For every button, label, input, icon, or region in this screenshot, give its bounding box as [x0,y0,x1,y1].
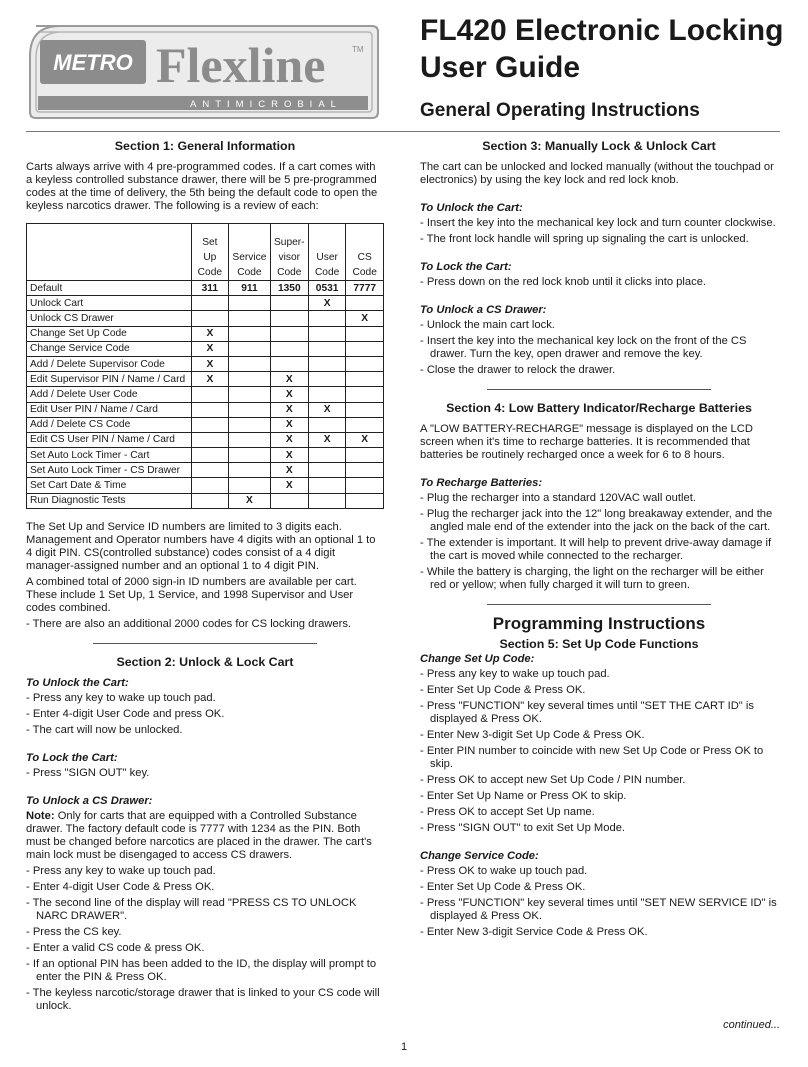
change-setup-code-title: Change Set Up Code: [420,653,535,665]
list-item: - Enter PIN number to coincide with new Set Up Code or Press OK to skip. [420,745,764,770]
table-cell [308,356,346,371]
document-subtitle: General Operating Instructions [420,100,700,121]
table-row-label: Set Cart Date & Time [27,478,192,493]
table-cell: X [308,432,346,447]
table-row-label: Unlock CS Drawer [27,311,192,326]
table-cell [191,478,229,493]
section-3-cs-title: To Unlock a CS Drawer: [420,304,547,316]
table-row [27,356,384,371]
list-item: - Press OK to accept Set Up name. [420,806,595,818]
table-cell: X [308,402,346,417]
table-row-label: Edit Supervisor PIN / Name / Card [27,372,192,387]
table-row-label: Run Diagnostic Tests [27,493,192,508]
table-cell: X [191,356,229,371]
table-cell [229,326,271,341]
list-item: - Press any key to wake up touch pad. [26,864,216,877]
table-cell: X [270,463,308,478]
header-rule [26,131,780,132]
table-cell: X [270,432,308,447]
list-item: - Enter 4-digit User Code and press OK. [26,707,225,720]
list-item: - Enter Set Up Code & Press OK. [420,684,586,696]
right-column [420,138,778,942]
table-cell [308,326,346,341]
section-3-lock-title: To Lock the Cart: [420,261,512,273]
table-header-cell: Service Code [229,224,271,281]
list-item: - If an optional PIN has been added to the ID, the display will prompt to enter the PIN & Press OK. [26,957,377,983]
table-cell: 0531 [308,281,346,296]
table-cell [270,311,308,326]
table-row-label: Default [27,281,192,296]
table-cell [270,493,308,508]
list-item: - The second line of the display will read "PRESS CS TO UNLOCK NARC DRAWER". [26,896,357,922]
list-item: - Press OK to wake up touch pad. [420,865,588,877]
table-cell [270,326,308,341]
table-cell: 911 [229,281,271,296]
title-line-1: FL420 Electronic Locking [420,14,784,47]
list-item: - Plug the recharger jack into the 12" long breakaway extender, and the angled male end of the extender into the jack on the back of the cart. [420,508,773,533]
section-3-unlock-title: To Unlock the Cart: [420,202,523,214]
list-item: - The keyless narcotic/storage drawer that is linked to your CS code will unlock. [26,986,380,1012]
list-item: - Enter 4-digit User Code & Press OK. [26,880,215,893]
left-column [26,138,384,1016]
table-cell [191,387,229,402]
list-item: - While the battery is charging, the light on the recharger will be either red or yellow; when fully charged it will turn to green. [420,566,764,591]
list-item: - Press any key to wake up touch pad. [420,668,610,680]
page-number: 1 [400,1041,408,1053]
section-1-intro: Carts always arrive with 4 pre-programmed codes. If a cart comes with a keyless controlled substance drawer, there will be 5 pre-programmed codes at the time of delivery, the 5th being the default code to open the keyless narcotics drawer. The following is a review of each: [26,161,378,212]
table-cell: X [270,387,308,402]
table-cell [308,387,346,402]
table-cell [229,417,271,432]
document-title [420,12,800,86]
table-cell [229,341,271,356]
logo-product-text: Flexline [156,37,326,93]
table-row-label: Add / Delete CS Code [27,417,192,432]
table-cell [346,448,384,463]
note-label: Note: [26,809,55,822]
metro-flexline-logo [26,22,382,122]
section-1-paragraph-2: A combined total of 2000 sign-in ID numbers are available per cart. These include 1 Set Up, 1 Service, and 1998 Supervisor and User codes combined. [26,575,357,614]
change-service-code-title: Change Service Code: [420,850,539,862]
table-row [27,432,384,447]
table-cell [308,493,346,508]
table-header-cell: CS Code [346,224,384,281]
table-cell [308,341,346,356]
table-cell: 7777 [346,281,384,296]
table-row [27,478,384,493]
table-header-cell: Set Up Code [191,224,229,281]
section-5-title: Section 5: Set Up Code Functions [499,637,699,651]
list-item: - Insert the key into the mechanical key lock and turn counter clockwise. [420,217,776,229]
table-cell [346,478,384,493]
table-row [27,417,384,432]
code-permissions-table [26,223,384,509]
table-cell [191,417,229,432]
table-cell: X [229,493,271,508]
title-line-2: User Guide [420,51,581,84]
section-1-paragraph-1: The Set Up and Service ID numbers are limited to 3 digits each. Management and Operator numbers have 4 digits with an optional 1 to 4 digit PIN. CS(controlled substance) codes consist of a 4 digit manager-assigned number and an optional 1 to 4 digit PIN. [26,520,376,572]
list-item: - Press any key to wake up touch pad. [26,691,216,704]
logo-tm-text: TM [352,45,364,54]
list-item: - Enter New 3-digit Set Up Code & Press OK. [420,729,645,741]
table-cell [270,296,308,311]
table-row-label: Change Service Code [27,341,192,356]
list-item: - Enter Set Up Name or Press OK to skip. [420,790,627,802]
section-4-recharge-title: To Recharge Batteries: [420,477,543,489]
table-row [27,387,384,402]
table-cell [270,356,308,371]
table-row [27,311,384,326]
list-item: - Press the CS key. [26,925,122,938]
table-cell [191,448,229,463]
table-cell: X [270,478,308,493]
table-cell [346,402,384,417]
list-item: - Plug the recharger into a standard 120VAC wall outlet. [420,492,696,504]
table-cell [191,402,229,417]
table-cell: X [191,326,229,341]
list-item: - Enter a valid CS code & press OK. [26,941,205,954]
section-2-cs-title: To Unlock a CS Drawer: [26,794,153,807]
table-cell: X [191,372,229,387]
table-header-cell: Super- visor Code [270,224,308,281]
table-cell [229,372,271,387]
table-row-label: Change Set Up Code [27,326,192,341]
table-cell [346,463,384,478]
section-4-title: Section 4: Low Battery Indicator/Recharge Batteries [446,401,752,415]
document-header [420,12,800,122]
table-cell [191,432,229,447]
table-cell [229,448,271,463]
table-cell [308,372,346,387]
table-row-label: Add / Delete Supervisor Code [27,356,192,371]
section-1-paragraph-3: - There are also an additional 2000 codes for CS locking drawers. [26,617,352,630]
table-row [27,341,384,356]
table-cell: X [191,341,229,356]
table-cell: X [308,296,346,311]
table-cell: 311 [191,281,229,296]
table-cell: X [346,311,384,326]
table-header-cell: User Code [308,224,346,281]
table-cell [191,296,229,311]
table-cell [308,478,346,493]
table-row [27,372,384,387]
note-text: Only for carts that are equipped with a Controlled Substance drawer. The factory default code is 7777 with 1234 as the PIN. Both must be changed before narcotics are placed in the drawer. The cart's main lock must be disengaged to access CS drawers. [26,809,372,861]
list-item: - Press OK to accept new Set Up Code / PIN number. [420,774,686,786]
table-row [27,402,384,417]
section-1-title: Section 1: General Information [114,139,296,153]
table-row-label: Unlock Cart [27,296,192,311]
table-cell [346,493,384,508]
section-divider [93,643,317,644]
table-row [27,296,384,311]
section-2-unlock-title: To Unlock the Cart: [26,676,129,689]
list-item: - Insert the key into the mechanical key lock on the front of the CS drawer. Turn the key, open drawer and remove the key. [420,335,747,360]
table-cell [229,463,271,478]
table-cell [346,326,384,341]
section-divider [487,604,711,605]
table-cell: X [270,448,308,463]
programming-instructions-title: Programming Instructions [492,614,706,633]
list-item: - Enter Set Up Code & Press OK. [420,881,586,893]
table-row-label: Set Auto Lock Timer - Cart [27,448,192,463]
table-cell [191,493,229,508]
table-cell [346,356,384,371]
table-cell [346,372,384,387]
table-row [27,448,384,463]
table-cell [229,478,271,493]
list-item: - Unlock the main cart lock. [420,319,555,331]
table-cell [346,296,384,311]
table-cell: X [270,417,308,432]
table-cell: X [270,402,308,417]
list-item: - The extender is important. It will help to prevent drive-away damage if the cart is moved while connected to the recharger. [420,537,772,562]
table-row-label: Edit CS User PIN / Name / Card [27,432,192,447]
table-cell [191,463,229,478]
table-cell: X [270,372,308,387]
section-3-title: Section 3: Manually Lock & Unlock Cart [482,139,716,153]
section-4-intro: A "LOW BATTERY-RECHARGE" message is displayed on the LCD screen when it's time to recharge batteries. It is recommended that batteries be routinely recharged once a week for 6 to 8 hours. [420,423,753,461]
table-cell [346,387,384,402]
list-item: - The front lock handle will spring up signaling the cart is unlocked. [420,233,749,245]
list-item: - Press "SIGN OUT" to exit Set Up Mode. [420,822,626,834]
list-item: - Close the drawer to relock the drawer. [420,364,616,376]
table-header-row [27,224,384,281]
list-item: - Press "SIGN OUT" key. [26,766,150,779]
table-header-blank [27,224,192,281]
table-cell: 1350 [270,281,308,296]
table-cell [229,432,271,447]
section-2-note [26,810,384,862]
table-row [27,463,384,478]
table-cell [270,341,308,356]
table-cell [346,417,384,432]
table-row-label: Add / Delete User Code [27,387,192,402]
list-item: - Press "FUNCTION" key several times until "SET NEW SERVICE ID" is displayed & Press OK. [420,897,777,922]
table-cell [346,341,384,356]
table-row-label: Edit User PIN / Name / Card [27,402,192,417]
table-cell [229,311,271,326]
table-row [27,493,384,508]
table-cell [308,417,346,432]
logo-tagline-text: ANTIMICROBIAL [190,99,342,110]
table-cell [191,311,229,326]
logo-brand-text: METRO [53,50,133,75]
section-3-intro: The cart can be unlocked and locked manually (without the touchpad or electronics) by using the key lock and red lock knob. [420,161,774,186]
section-2-lock-title: To Lock the Cart: [26,751,118,764]
table-cell [229,356,271,371]
table-cell [229,402,271,417]
list-item: - The cart will now be unlocked. [26,723,183,736]
table-row [27,326,384,341]
table-cell [308,311,346,326]
table-cell [308,448,346,463]
list-item: - Press "FUNCTION" key several times until "SET THE CART ID" is displayed & Press OK. [420,700,754,725]
section-2-title: Section 2: Unlock & Lock Cart [116,654,294,669]
table-row [27,281,384,296]
table-cell [229,296,271,311]
table-row-label: Set Auto Lock Timer - CS Drawer [27,463,192,478]
continued-note: continued... [723,1019,780,1031]
table-cell [308,463,346,478]
list-item: - Press down on the red lock knob until it clicks into place. [420,276,707,288]
section-divider [487,389,711,390]
table-cell: X [346,432,384,447]
table-cell [229,387,271,402]
list-item: - Enter New 3-digit Service Code & Press OK. [420,926,648,938]
logo-graphic [26,22,382,122]
